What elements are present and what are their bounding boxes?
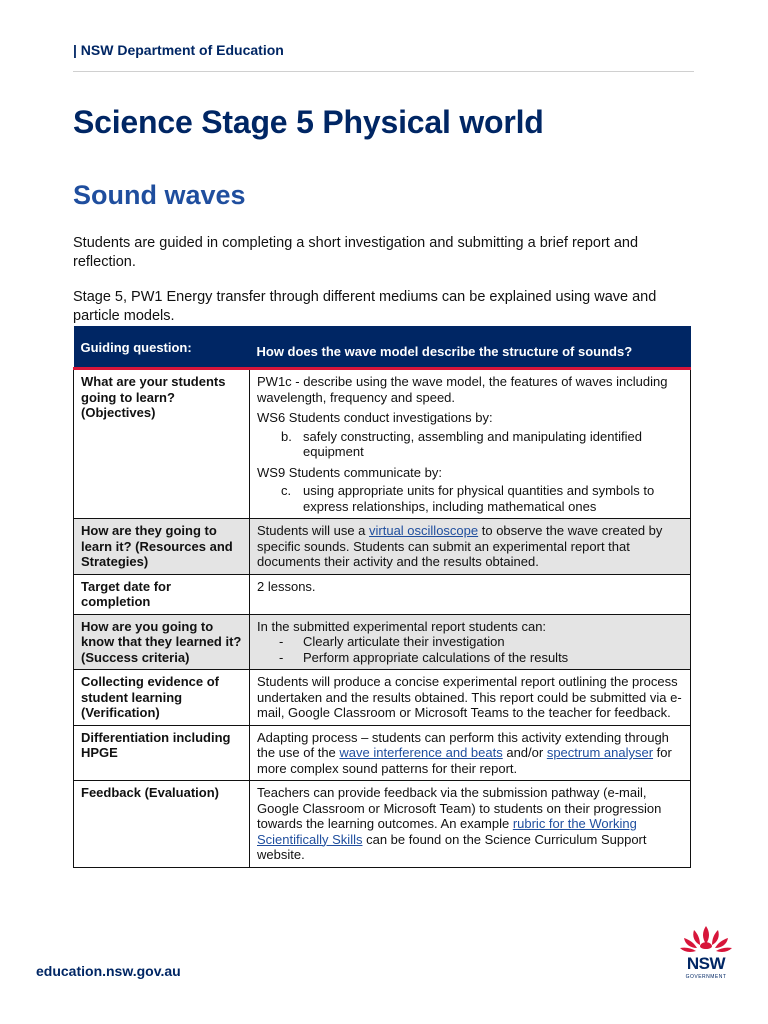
list-item-text: using appropriate units for physical quantities and symbols to express relationships, including mathematical ones [303,483,655,514]
text-segment: to observe the wave created by specific sounds. Students can submit an experimental report that documents their activity and the results obtained. [257,523,663,569]
row-label-feedback: Feedback (Evaluation) [74,781,250,868]
text-segment: Adapting process – students can perform this activity extending through the use of the [257,729,669,760]
logo-wordmark: NSW [686,954,726,973]
row-content-success-criteria [250,614,691,670]
page-title: Science Stage 5 Physical world [73,104,544,140]
rubric-link[interactable]: rubric for the Working Scientifically Skills [257,816,637,847]
ws9-text: WS9 Students communicate by: [257,464,442,480]
list-item [281,483,683,514]
list-marker: - [279,649,284,665]
row-label-target-date: Target date for completion [74,574,250,614]
guiding-question-text: How does the wave model describe the structure of sounds? [250,326,691,369]
list-item [279,634,683,650]
stage-paragraph: Stage 5, PW1 Energy transfer through different mediums can be explained using wave and particle models. [73,289,657,324]
list-marker: b. [281,428,292,444]
table-row [74,369,691,519]
text-segment: can be found on the Science Curriculum Support website. [257,831,647,862]
virtual-oscilloscope-link[interactable]: virtual oscilloscope [369,523,479,538]
table-row [74,725,691,781]
guiding-question-label: Guiding question: [74,326,250,369]
ws6-text: WS6 Students conduct investigations by: [257,410,493,425]
row-label-differentiation: Differentiation including HPGE [74,725,250,781]
table-row [74,781,691,868]
success-intro: In the submitted experimental report students can: [257,618,547,634]
table-row [74,574,691,614]
list-item-text: Perform appropriate calculations of the results [303,649,569,665]
row-content-target-date: 2 lessons. [250,574,691,614]
row-content-objectives [250,369,691,519]
row-content-resources [250,519,691,575]
row-label-verification: Collecting evidence of student learning (Verification) [74,670,250,726]
table-row [74,614,691,670]
intro-paragraph: Students are guided in completing a short investigation and submitting a brief report and reflection. [73,235,639,270]
pw1c-text: PW1c - describe using the wave model, the features of waves including wavelength, frequency and speed. [257,374,668,405]
list-item-text: safely constructing, assembling and manipulating identified equipment [303,428,642,459]
text-segment: for more complex sound patterns for their report. [257,745,672,776]
page-subtitle: Sound waves [73,180,246,210]
spectrum-analyser-link[interactable]: spectrum analyser [546,745,654,760]
table-row [74,519,691,575]
row-label-objectives: What are your students going to learn? (Objectives) [74,369,250,519]
text-segment: Students will use a [257,523,370,538]
list-item-text: Clearly articulate their investigation [303,634,505,649]
lesson-plan-table [73,326,691,868]
list-item [281,429,683,460]
list-item [279,650,683,666]
row-label-resources: How are they going to learn it? (Resources and Strategies) [74,519,250,575]
header-divider [73,71,694,72]
row-content-differentiation [250,725,691,781]
department-header: | NSW Department of Education [73,42,284,58]
footer-url: education.nsw.gov.au [36,963,181,979]
list-marker: c. [281,483,292,498]
list-marker: - [279,634,284,649]
row-content-verification: Students will produce a concise experimental report outlining the process undertaken and the results obtained. This report could be submitted via e-mail, Google Classroom or Microsoft Teams to the teacher for feedback. [250,670,691,726]
wave-interference-link[interactable]: wave interference and beats [339,745,503,760]
logo-subtext: GOVERNMENT [685,974,727,980]
row-label-success-criteria: How are you going to know that they learned it? (Success criteria) [74,614,250,670]
row-content-feedback [250,781,691,868]
table-header-row [74,326,691,369]
text-segment: and/or [502,745,547,760]
text-segment: Teachers can provide feedback via the submission pathway (e-mail, Google Classroom or Microsoft Team) to students on their progression towards the learning outcomes. An example [257,785,662,831]
table-row [74,670,691,726]
